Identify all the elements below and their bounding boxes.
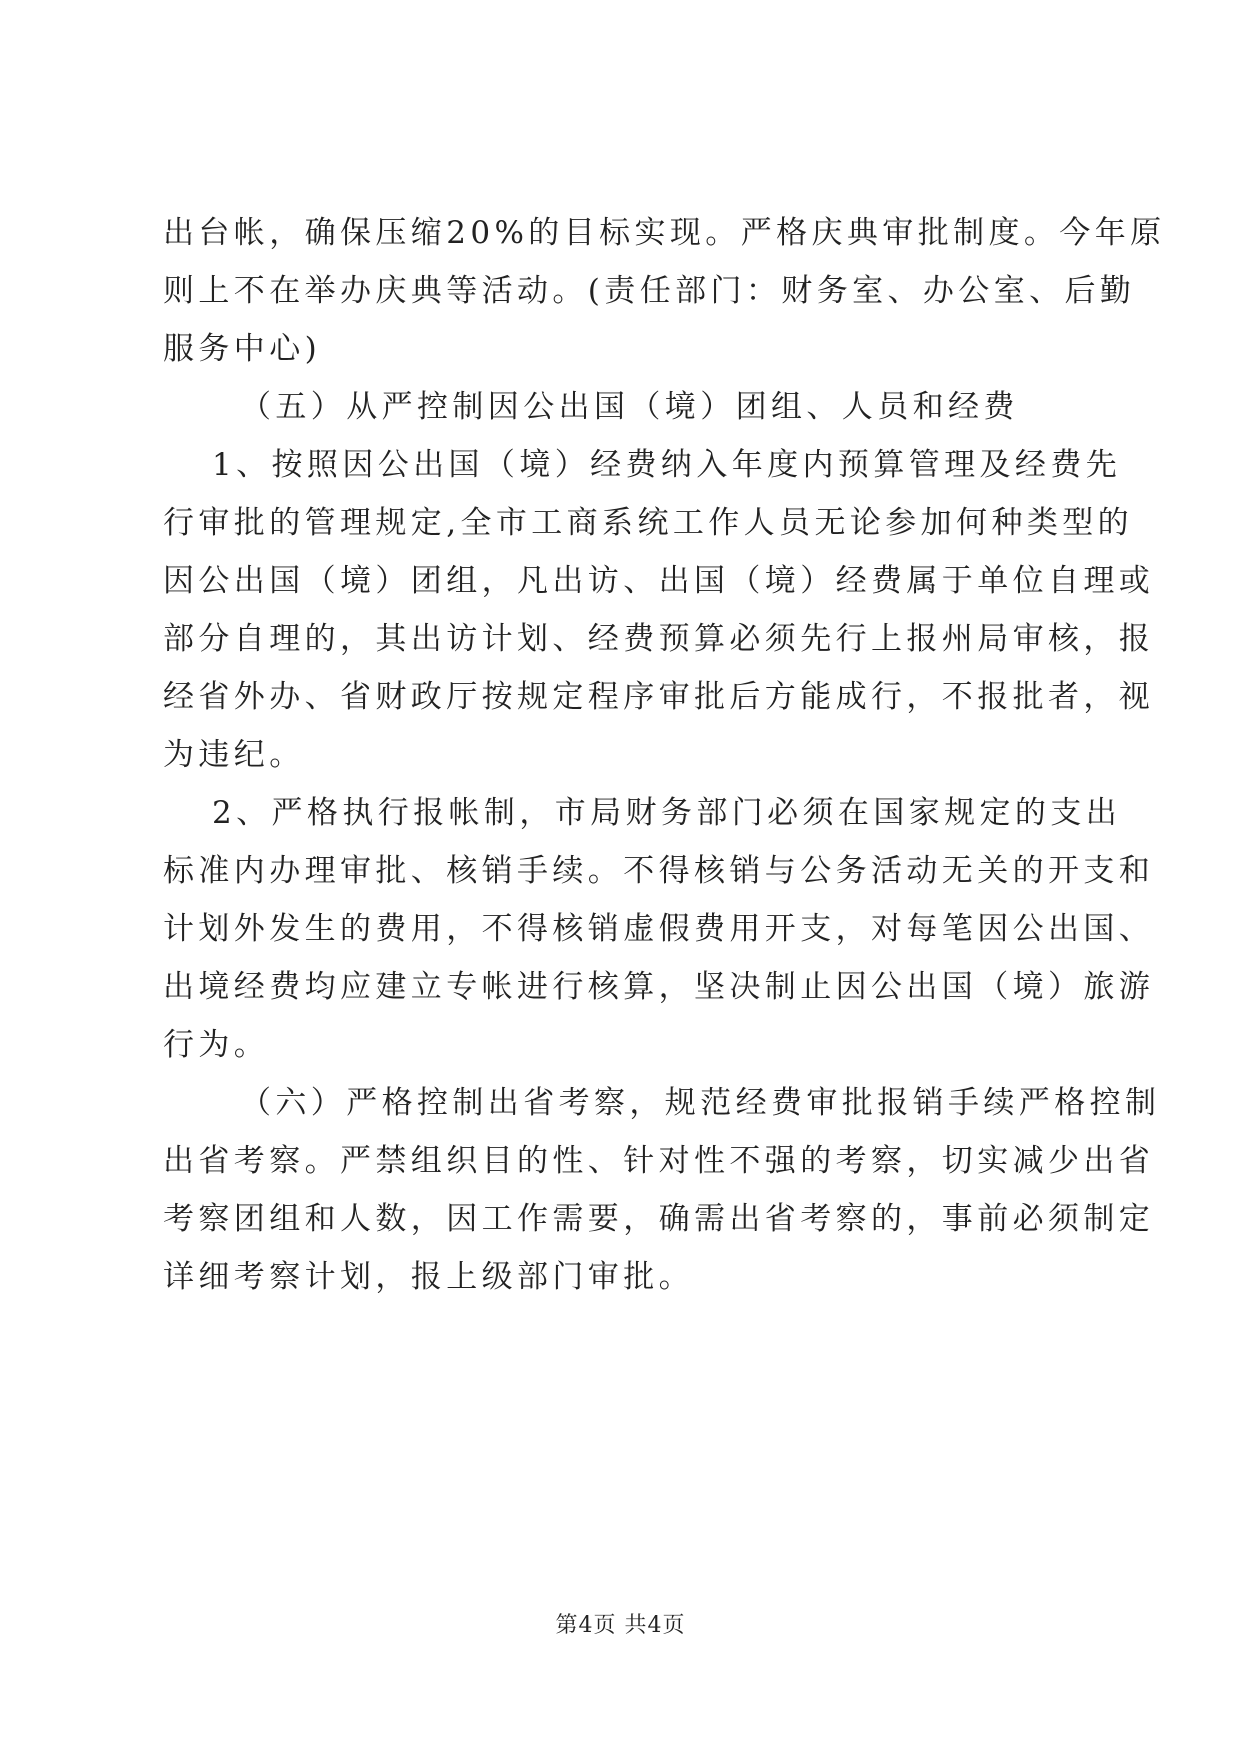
item-1-line-3: 因公出国（境）团组，凡出访、出国（境）经费属于单位自理或	[163, 563, 1155, 599]
item-1-line-6: 为违纪。	[163, 737, 305, 773]
paragraph-1-line-2: 则上不在举办庆典等活动。(责任部门：财务室、办公室、后勤	[163, 273, 1136, 309]
page-footer: 第4页 共4页	[555, 1613, 686, 1638]
item-1-line-4: 部分自理的，其出访计划、经费预算必须先行上报州局审核，报	[163, 621, 1155, 657]
item-1-line-5: 经省外办、省财政厅按规定程序审批后方能成行，不报批者，视	[163, 679, 1155, 715]
item-2-line-5: 行为。	[163, 1027, 270, 1063]
paragraph-1-line-1: 出台帐，确保压缩20%的目标实现。严格庆典审批制度。今年原	[163, 215, 1166, 251]
item-2-line-4: 出境经费均应建立专帐进行核算，坚决制止因公出国（境）旅游	[163, 969, 1155, 1005]
section-6-line-2: 出省考察。严禁组织目的性、针对性不强的考察，切实减少出省	[163, 1143, 1155, 1179]
section-6-line-1: （六）严格控制出省考察，规范经费审批报销手续严格控制	[240, 1085, 1161, 1121]
item-2-line-3: 计划外发生的费用，不得核销虚假费用开支，对每笔因公出国、	[163, 911, 1155, 947]
section-6-line-3: 考察团组和人数，因工作需要，确需出省考察的，事前必须制定	[163, 1201, 1155, 1237]
section-heading-5: （五）从严控制因公出国（境）团组、人员和经费	[240, 389, 1019, 425]
item-2-line-1: 2、严格执行报帐制，市局财务部门必须在国家规定的支出	[212, 795, 1122, 831]
paragraph-1-line-3: 服务中心)	[163, 331, 322, 367]
item-1-line-1: 1、按照因公出国（境）经费纳入年度内预算管理及经费先	[212, 447, 1122, 483]
section-6-line-4: 详细考察计划，报上级部门审批。	[163, 1259, 694, 1295]
item-1-line-2: 行审批的管理规定,全市工商系统工作人员无论参加何种类型的	[163, 505, 1134, 541]
item-2-line-2: 标准内办理审批、核销手续。不得核销与公务活动无关的开支和	[163, 853, 1155, 889]
